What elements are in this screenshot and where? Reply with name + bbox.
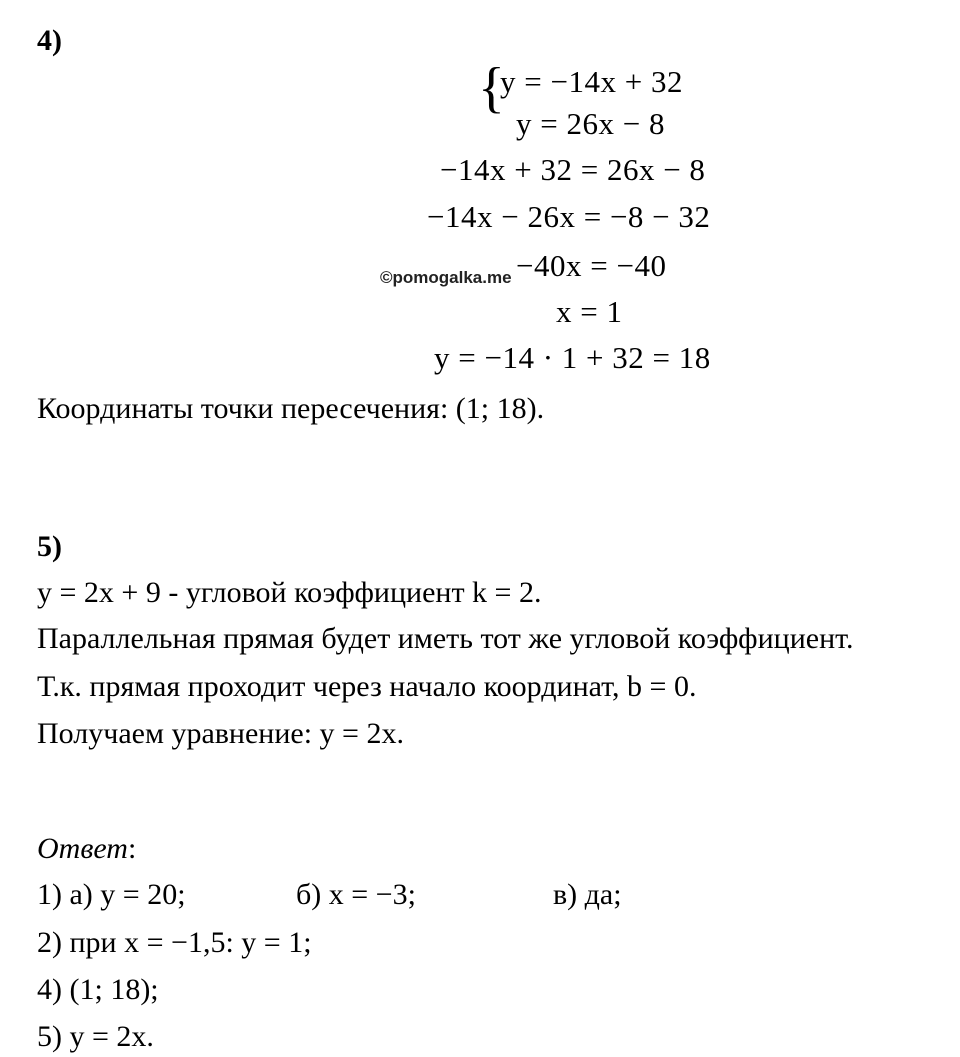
answer-label: Ответ [37, 832, 128, 865]
watermark: ©pomogalka.me [380, 268, 512, 287]
step-4: x = 1 [556, 294, 623, 329]
system-brace: { [478, 57, 505, 119]
answer-1a: 1) а) y = 20; [37, 878, 186, 911]
answer-colon: : [127, 832, 137, 865]
system-equation-2: y = 26x − 8 [516, 106, 665, 141]
section-4-conclusion: Координаты точки пересечения: (1; 18). [37, 392, 545, 425]
section-5-line-2: Параллельная прямая будет иметь тот же угловой коэффициент. [37, 622, 854, 655]
section-5-line-3: Т.к. прямая проходит через начало координат, b = 0. [37, 670, 697, 703]
step-3: −40x = −40 [516, 248, 667, 283]
step-5: y = −14 · 1 + 32 = 18 [434, 340, 711, 375]
section-5-line-4: Получаем уравнение: y = 2x. [37, 717, 404, 750]
step-2: −14x − 26x = −8 − 32 [427, 199, 711, 234]
section-5-line-1: y = 2x + 9 - угловой коэффициент k = 2. [37, 576, 542, 609]
section-4-number: 4) [37, 24, 62, 57]
answer-1c: в) да; [553, 878, 622, 911]
section-5-number: 5) [37, 530, 62, 563]
system-equation-1: y = −14x + 32 [500, 64, 683, 99]
answer-heading [37, 832, 136, 866]
answer-2: 2) при x = −1,5: y = 1; [37, 926, 312, 959]
answer-4: 4) (1; 18); [37, 973, 159, 1006]
answer-1b: б) x = −3; [296, 878, 416, 911]
answer-5: 5) y = 2x. [37, 1020, 154, 1053]
step-1: −14x + 32 = 26x − 8 [440, 152, 706, 187]
